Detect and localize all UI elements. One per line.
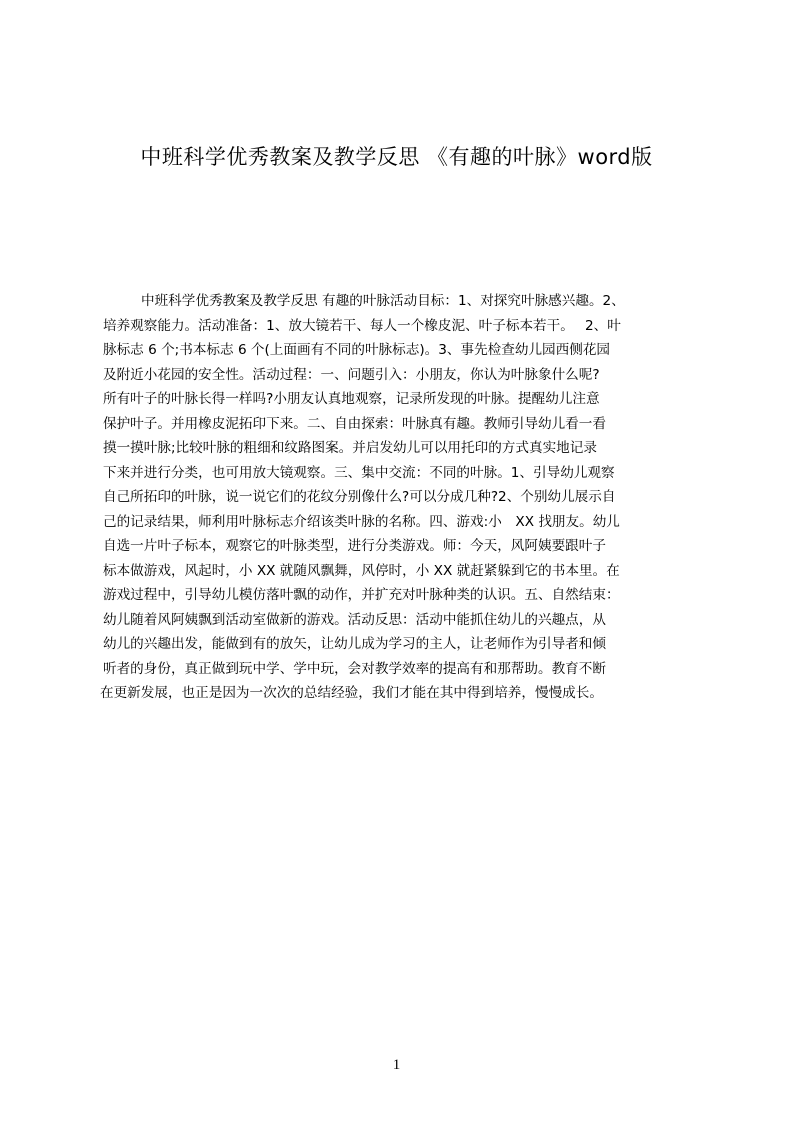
body-line: 幼儿的兴趣出发，能做到有的放矢，让幼儿成为学习的主人，让老师作为引导者和倾 [103, 636, 606, 652]
body-line: 中班科学优秀教案及教学反思 有趣的叶脉活动目标：1、对探究叶脉感兴趣。2、 [141, 293, 625, 309]
body-line: 在更新发展，也正是因为一次次的总结经验，我们才能在其中得到培养，慢慢成长。 [100, 685, 603, 701]
body-line: 自选一片叶子标本，观察它的叶脉类型，进行分类游戏。师：今天，风阿姨要跟叶子 [103, 538, 606, 554]
body-line: 游戏过程中，引导幼儿模仿落叶飘的动作，并扩充对叶脉种类的认识。五、自然结束： [103, 587, 620, 603]
document-body [100, 289, 697, 706]
page-number: 1 [392, 1057, 401, 1073]
body-line: 保护叶子。并用橡皮泥拓印下来。二、自由探索：叶脉真有趣。教师引导幼儿看一看 [103, 415, 606, 432]
body-line: 己的记录结果，师利用叶脉标志介绍该类叶脉的名称。四、游戏:小 XX 找朋友。幼儿 [103, 513, 620, 530]
body-line: 及附近小花园的安全性。活动过程：一、问题引入：小朋友，你认为叶脉象什么呢? [103, 366, 600, 383]
body-line: 脉标志 6 个;书本标志 6 个(上面画有不同的叶脉标志)。3、事先检查幼儿园西侧花园 [103, 342, 611, 358]
body-line: 摸一摸叶脉;比较叶脉的粗细和纹路图案。并启发幼儿可以用托印的方式真实地记录 [103, 440, 597, 456]
body-line: 幼儿随着风阿姨飘到活动室做新的游戏。活动反思：活动中能抓住幼儿的兴趣点，从 [103, 611, 606, 628]
body-line: 标本做游戏，风起时，小 XX 就随风飘舞，风停时，小 XX 就赶紧躲到它的书本里。在 [103, 562, 620, 579]
body-line-wrapper [103, 289, 697, 681]
body-line: 培养观察能力。活动准备：1、放大镜若干、每人一个橡皮泥、叶子标本若干。 2、叶 [103, 317, 621, 334]
body-line: 所有叶子的叶脉长得一样吗?小朋友认真地观察，记录所发现的叶脉。提醒幼儿注意 [103, 391, 600, 407]
document-title: 中班科学优秀教案及教学反思 《有趣的叶脉》word版 [140, 145, 653, 169]
body-line: 听者的身份，真正做到玩中学、学中玩，会对教学效率的提高有和那帮助。教育不断 [103, 660, 606, 677]
body-line: 自己所拓印的叶脉，说一说它们的花纹分别像什么?可以分成几种?2、个别幼儿展示自 [103, 489, 616, 505]
body-line: 下来并进行分类，也可用放大镜观察。三、集中交流：不同的叶脉。1、引导幼儿观察 [103, 464, 615, 481]
